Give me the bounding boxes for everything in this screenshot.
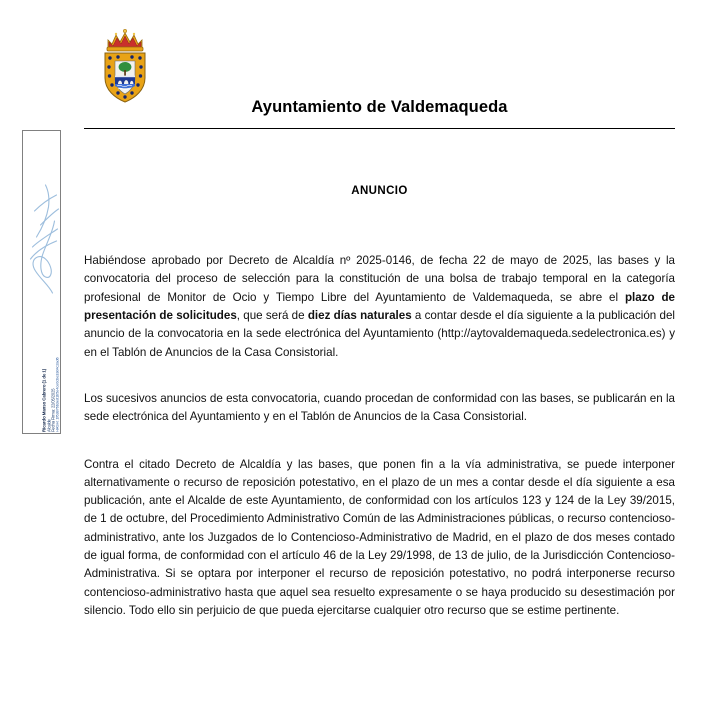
par1-segment-3: a contar desde el día siguiente a la publicación del anuncio de la convocatoria en la sede electrónica del Ayuntamiento (http://aytovaldemaqueda.sedelectronica.es) y en el Tablón de Anuncios de la Casa Consistorial. [84,308,675,359]
page-title: Ayuntamiento de Valdemaqueda [251,98,508,116]
par1-bold-ten-days: diez días naturales [307,308,412,322]
valdemaqueda-coat-of-arms-icon [96,22,154,104]
par1-segment-1: Habiéndose aprobado por Decreto de Alcaldía nº 2025-0146, de fecha 22 de mayo de 2025, las bases y la convocatoria del proceso de selección para la constitución de una bolsa de trabajo temporal en la categoría profesional de Monitor de Ocio y Tiempo Libre del Ayuntamiento de Valdemaqueda, se abre el [84,254,675,304]
paragraph-subsequent-notices: Los sucesivos anuncios de esta convocatoria, cuando procedan de conformidad con las bases, se publicarán en la sede electrónica del Ayuntamiento y en el Tablón de Anuncios de la Casa Consistorial. [84,391,675,424]
par1-bold-application-period: plazo de presentación de solicitudes [84,290,675,322]
paragraph-announcement-period [84,252,675,362]
header-divider [84,128,675,129]
announcement-heading: ANUNCIO [351,185,408,197]
signature-date: Fecha Firma: 22/05/2025 [49,388,55,432]
signature-stamp-rotated-content [23,131,60,433]
digital-signature-stamp [22,130,61,434]
document-body [84,140,675,620]
signature-hash: HASH: 1f63876b3ed1b5e4ce0cbe33d4c2ad6 [54,357,60,432]
document-header [0,0,713,128]
paragraph-appeals: Contra el citado Decreto de Alcaldía y las bases, que ponen fin a la vía administrativa, se puede interponer alternativamente o recurso de reposición potestativo, en el plazo de un mes a contar desde el día siguiente a esa publicación, ante el Alcalde de este Ayuntamiento, de conformidad con los artículos 123 y 124 de la Ley 39/2015, de 1 de octubre, del Procedimiento Administrativo Común de las Administraciones públicas, o recurso contencioso-administrativo, ante los Juzgados de lo Contencioso-Administrativo de Madrid, en el plazo de dos meses contado de igual forma, de conformidad con el artículo 46 de la Ley 29/1998, de 13 de julio, de la Jurisdicción Contencioso-Administrativa. Si se optara por interponer el recurso de reposición potestativo, no podrá interponerse recurso contencioso-administrativo hasta que aquel sea resuelto expresamente o se haya producido su desestimación por silencio. Todo ello sin perjuicio de que pueda ejercitarse cualquier otro recurso que se estime pertinente. [84,457,675,617]
signature-signer-name: Ricardo Manso Cabrero (1 de 1) [41,368,47,432]
par1-segment-2: , que será de [236,308,308,322]
signature-stamp-text-block [42,357,60,433]
signature-signer-role: Alcalde [45,419,51,432]
handwritten-signature-icon [26,131,60,357]
